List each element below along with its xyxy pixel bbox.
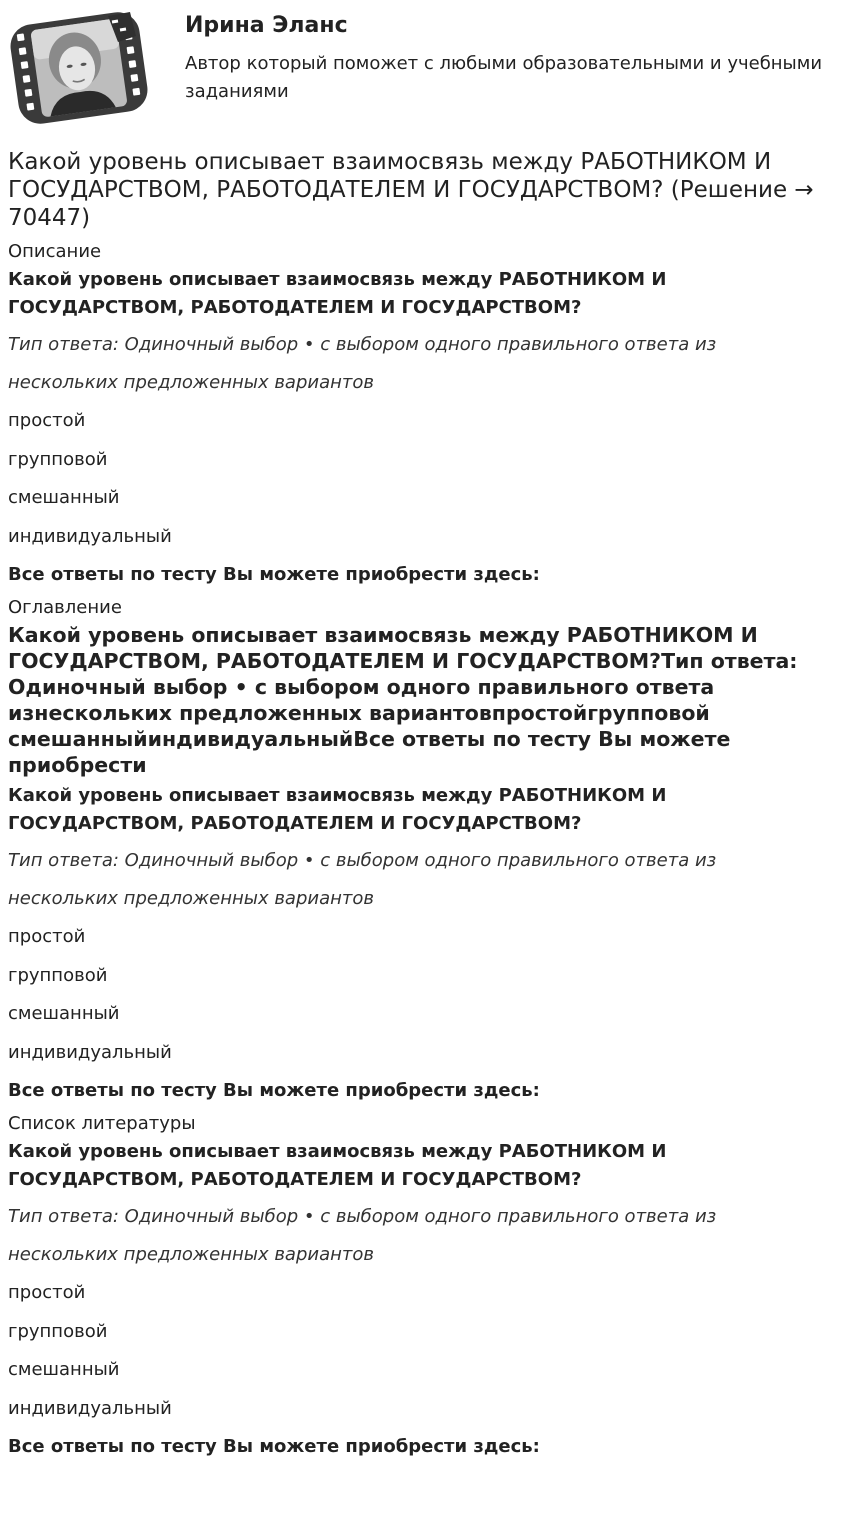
answer-option: групповой — [8, 1320, 108, 1342]
page-title: Какой уровень описывает взаимосвязь между РАБОТНИКОМ И ГОСУДАРСТВОМ, РАБОТОДАТЕЛЕМ И ГОСУДАРСТВОМ? (Решение → 70447) — [8, 149, 814, 231]
answer-type: Тип ответа: Одиночный выбор • с выбором одного правильного ответа из нескольких предложенных вариантов — [8, 850, 717, 909]
question-text: Какой уровень описывает взаимосвязь между РАБОТНИКОМ И ГОСУДАРСТВОМ, РАБОТОДАТЕЛЕМ И ГОСУДАРСТВОМ? — [8, 1141, 667, 1190]
answer-option: смешанный — [8, 1359, 120, 1380]
section-label-toc: Оглавление — [8, 597, 122, 618]
question-text: Какой уровень описывает взаимосвязь между РАБОТНИКОМ И ГОСУДАРСТВОМ, РАБОТОДАТЕЛЕМ И ГОСУДАРСТВОМ? — [8, 785, 667, 834]
answer-option: смешанный — [8, 487, 120, 508]
answer-option: групповой — [8, 448, 108, 470]
answer-option: простой — [8, 1282, 86, 1303]
author-header — [0, 0, 847, 140]
answer-option: групповой — [8, 964, 108, 986]
answer-type: Тип ответа: Одиночный выбор • с выбором одного правильного ответа из нескольких предложенных вариантов — [8, 1206, 717, 1265]
all-answers-text: Все ответы по тесту Вы можете приобрести здесь: — [8, 564, 540, 585]
question-text: Какой уровень описывает взаимосвязь между РАБОТНИКОМ И ГОСУДАРСТВОМ, РАБОТОДАТЕЛЕМ И ГОСУДАРСТВОМ? — [8, 269, 667, 318]
author-name[interactable]: Ирина Эланс — [185, 13, 348, 38]
answer-option: простой — [8, 926, 86, 947]
section-label-literature: Список литературы — [8, 1113, 196, 1134]
toc-summary: Какой уровень описывает взаимосвязь между РАБОТНИКОМ И ГОСУДАРСТВОМ, РАБОТОДАТЕЛЕМ И ГОСУДАРСТВОМ?Тип ответа: Одиночный выбор • с выбором одного правильного ответа изнескольких предложенных вариантовпростойгрупповой смешанныйиндивидуальныйВсе ответы по тесту Вы можете приобрести — [8, 623, 798, 777]
author-description: Автор который поможет с любыми образовательными и учебными заданиями — [185, 53, 823, 102]
answer-option: индивидуальный — [8, 1041, 172, 1063]
all-answers-text: Все ответы по тесту Вы можете приобрести здесь: — [8, 1080, 540, 1101]
main-content — [8, 148, 828, 1466]
all-answers-text: Все ответы по тесту Вы можете приобрести здесь: — [8, 1436, 540, 1457]
section-label-description: Описание — [8, 241, 102, 262]
answer-option: индивидуальный — [8, 525, 172, 547]
answer-option: простой — [8, 410, 86, 431]
answer-type: Тип ответа: Одиночный выбор • с выбором одного правильного ответа из нескольких предложенных вариантов — [8, 334, 717, 393]
author-avatar[interactable] — [8, 8, 150, 128]
answer-option: индивидуальный — [8, 1397, 172, 1419]
answer-option: смешанный — [8, 1003, 120, 1024]
